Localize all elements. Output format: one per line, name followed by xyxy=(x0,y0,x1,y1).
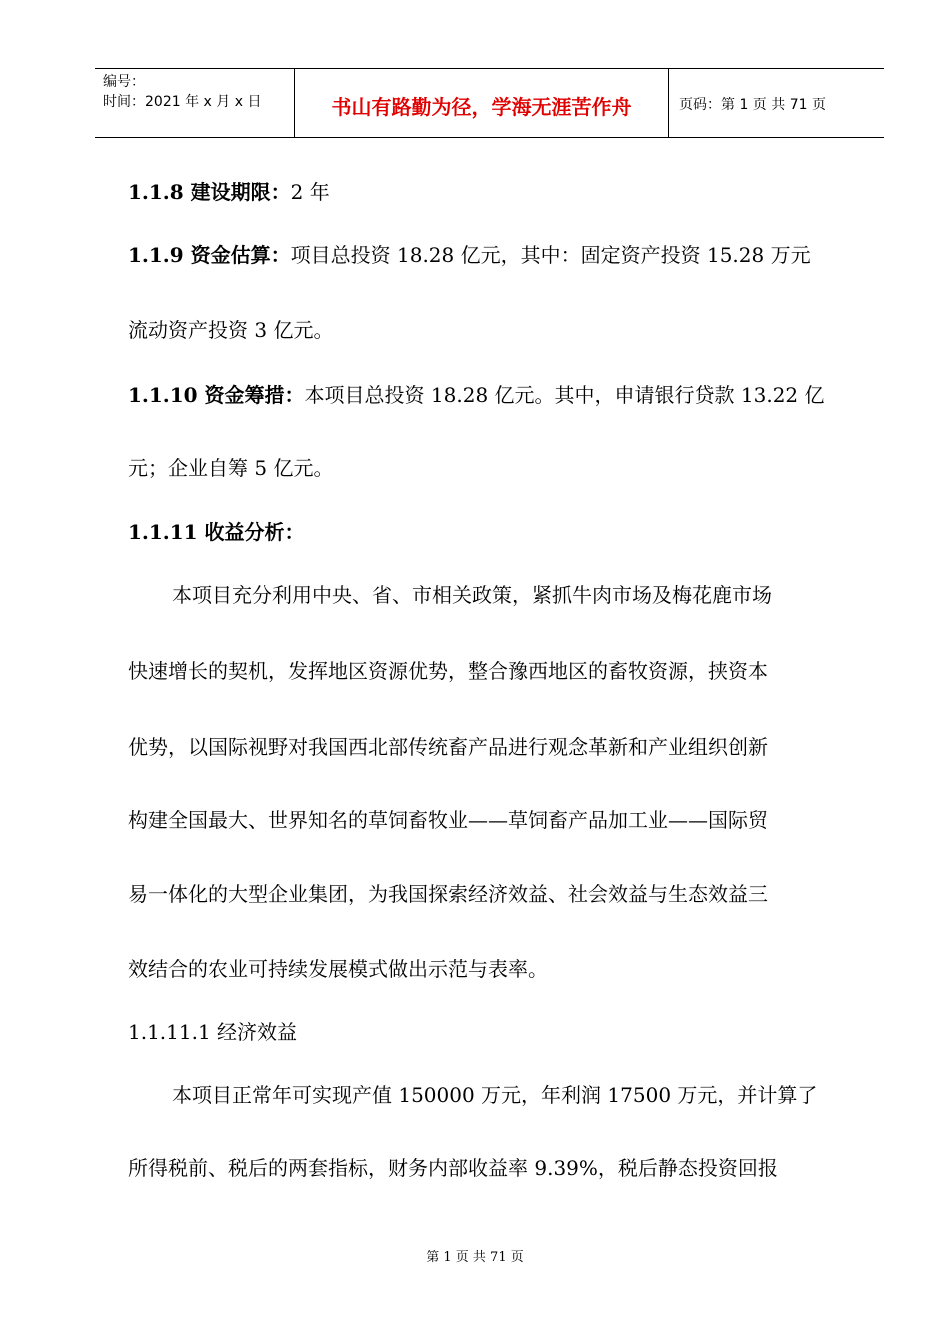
page-header xyxy=(95,68,884,138)
section-heading: 1.1.10 资金筹措： xyxy=(128,383,305,407)
section-heading: 1.1.11 收益分析： xyxy=(128,520,305,544)
paragraph-line: 优势，以国际视野对我国西北部传统畜产品进行观念革新和产业组织创新 xyxy=(128,735,768,759)
paragraph-line: 本项目充分利用中央、省、市相关政策，紧抓牛肉市场及梅花鹿市场 xyxy=(172,583,772,607)
paragraph-line: 构建全国最大、世界知名的草饲畜牧业——草饲畜产品加工业——国际贸 xyxy=(128,808,768,832)
paragraph-line: 所得税前、税后的两套指标，财务内部收益率 9.39%，税后静态投资回报 xyxy=(128,1156,778,1180)
subsection-1-1-11-1-heading: 1.1.11.1 经济效益 xyxy=(128,1020,298,1044)
section-heading: 1.1.9 资金估算： xyxy=(128,243,291,267)
section-text: 本项目总投资 18.28 亿元。其中，申请银行贷款 13.22 亿 xyxy=(304,383,825,407)
paragraph-line: 易一体化的大型企业集团，为我国探索经济效益、社会效益与生态效益三 xyxy=(128,882,768,906)
section-1-1-9 xyxy=(128,241,811,269)
section-1-1-8 xyxy=(128,178,330,206)
section-text: 2 年 xyxy=(290,180,330,204)
paragraph-line: 本项目正常年可实现产值 150000 万元，年利润 17500 万元，并计算了 xyxy=(172,1083,818,1107)
header-page-cell xyxy=(669,69,884,137)
document-time-label: 时间：2021 年 x 月 x 日 xyxy=(103,94,262,110)
section-1-1-9-continued: 流动资产投资 3 亿元。 xyxy=(128,318,334,342)
header-meta-cell xyxy=(95,69,295,137)
header-page-info: 页码：第 1 页 共 71 页 xyxy=(679,97,826,113)
document-number-label: 编号： xyxy=(103,74,145,90)
page-footer: 第 1 页 共 71 页 xyxy=(426,1250,524,1265)
paragraph-line: 快速增长的契机，发挥地区资源优势，整合豫西地区的畜牧资源，挟资本 xyxy=(128,659,768,683)
section-1-1-11-heading xyxy=(128,518,305,546)
section-text: 项目总投资 18.28 亿元，其中：固定资产投资 15.28 万元 xyxy=(290,243,811,267)
section-1-1-10 xyxy=(128,381,825,409)
header-motto-cell xyxy=(295,69,669,137)
header-motto: 书山有路勤为径，学海无涯苦作舟 xyxy=(331,95,632,119)
paragraph-line: 效结合的农业可持续发展模式做出示范与表率。 xyxy=(128,957,548,981)
section-heading: 1.1.8 建设期限： xyxy=(128,180,291,204)
section-1-1-10-continued: 元；企业自筹 5 亿元。 xyxy=(128,456,334,480)
